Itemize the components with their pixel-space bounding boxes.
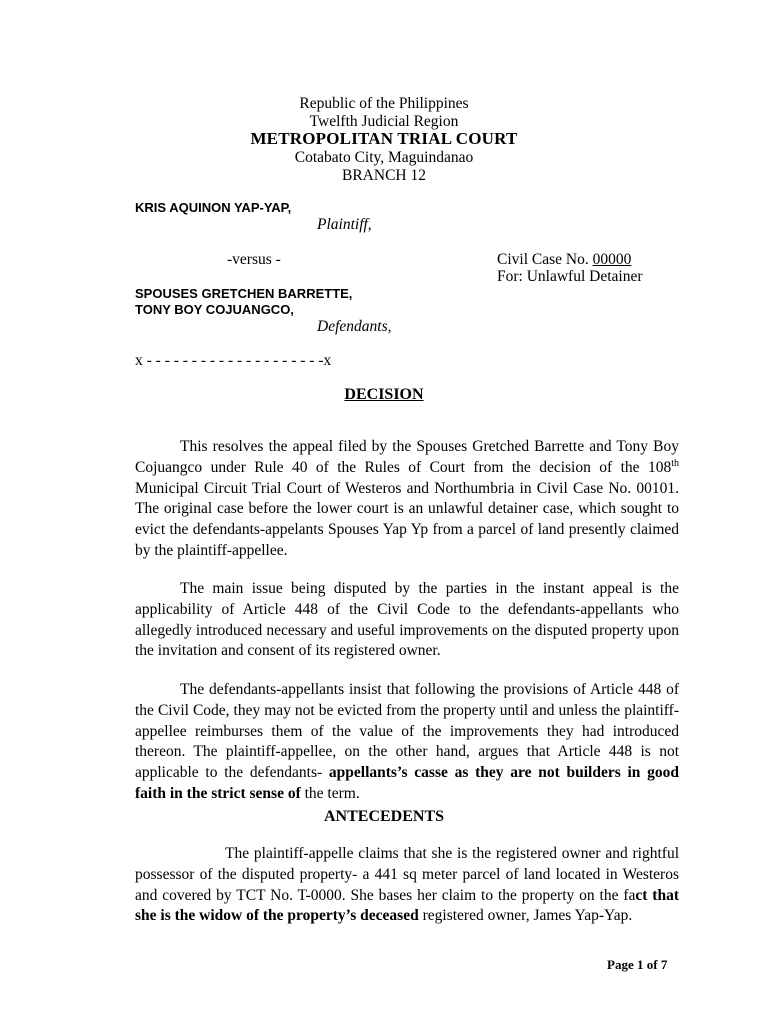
caption-separator: x - - - - - - - - - - - - - - - - - - - -x [135, 352, 332, 369]
paragraph-2 [135, 579, 679, 662]
paragraph-3-bold: appellants’s casse as they are not builders in good faith in the strict sense of [135, 764, 679, 802]
defendant-name-2: TONY BOY COJUANGCO, [135, 302, 294, 317]
case-number-label: Civil Case No. [497, 251, 593, 268]
header-republic: Republic of the Philippines [299, 95, 469, 112]
page-of-label: of [643, 957, 661, 972]
defendant-name-1: SPOUSES GRETCHEN BARRETTE, [135, 286, 353, 301]
paragraph-3 [135, 680, 679, 805]
header-court: METROPOLITAN TRIAL COURT [250, 129, 518, 148]
page-number [607, 957, 667, 973]
defendant-role: Defendants, [317, 318, 392, 335]
case-number-line [497, 251, 631, 269]
paragraph-3-text-b: the term. [300, 784, 360, 802]
page-current: 1 [636, 957, 644, 972]
paragraph-1-text-b: Municipal Circuit Trial Court of Westeros and Northumbria in Civil Case No. 00101. The original case before the lower court is an unlawful detainer case, which sought to evict the defendants-appelants Spouses Yap Yp from a parcel of land presently claimed by the plaintiff-appellee. [135, 479, 679, 559]
decision-heading: DECISION [344, 386, 424, 403]
ordinal-superscript: th [671, 457, 679, 469]
paragraph-2-text: The main issue being disputed by the parties in the instant appeal is the applicability of Article 448 of the Civil Code to the defendants-appellants who allegedly introduced necessary and useful improvements on the disputed property upon the invitation and consent of its registered owner. [135, 580, 679, 660]
paragraph-4 [135, 844, 679, 927]
plaintiff-role: Plaintiff, [317, 216, 372, 233]
header-region: Twelfth Judicial Region [309, 113, 459, 130]
header-branch: BRANCH 12 [342, 167, 426, 184]
header-location: Cotabato City, Maguindanao [294, 149, 474, 166]
page-label: Page [607, 957, 637, 972]
paragraph-4-bold: ct that she is the widow of the property’s deceased [135, 886, 679, 925]
case-nature: For: Unlawful Detainer [497, 268, 643, 285]
paragraph-4-text-a: The plaintiff-appelle claims that she is the registered owner and rightful possessor of the disputed property- a 441 sq meter parcel of land located in Westeros and covered by TCT No. T-0000. She bases her claim to the property on the fa [135, 845, 679, 904]
paragraph-1-text-a: This resolves the appeal filed by the Spouses Gretched Barrette and Tony Boy Cojuangco under Rule 40 of the Rules of Court from the decision of the 108 [135, 438, 679, 476]
versus-label: -versus - [227, 251, 281, 268]
antecedents-heading: ANTECEDENTS [323, 808, 445, 825]
case-number: 00000 [592, 251, 632, 268]
paragraph-3-text-a: The defendants-appellants insist that following the provisions of Article 448 of the Civil Code, they may not be evicted from the property until and unless the plaintiff-appellee reimburses them of the value of the improvements they had introduced thereon. The plaintiff-appellee, on the other hand, argues that Article 448 is not applicable to the defendants- [135, 681, 679, 782]
plaintiff-name: KRIS AQUINON YAP-YAP, [135, 200, 292, 215]
paragraph-1 [135, 437, 679, 562]
paragraph-4-text-b: registered owner, James Yap-Yap. [418, 907, 633, 925]
page-total: 7 [660, 957, 668, 972]
